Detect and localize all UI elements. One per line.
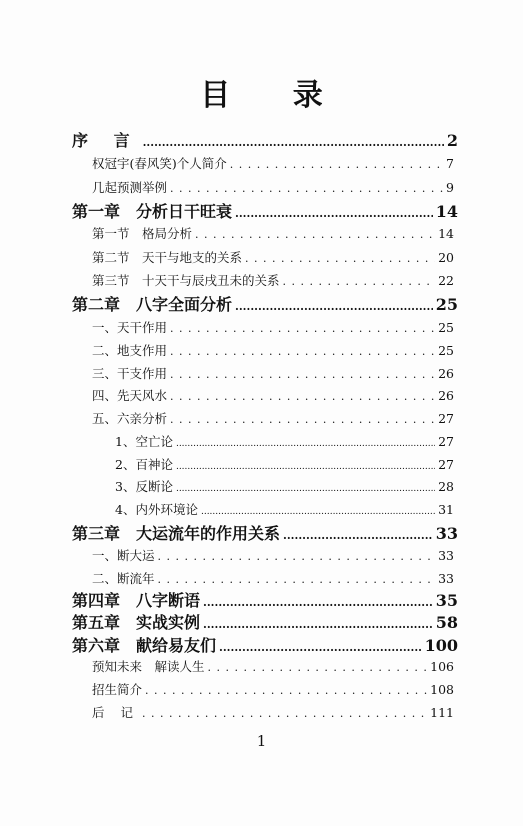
toc-entry-page: 22	[438, 273, 454, 288]
toc-entry-page: 20	[438, 250, 454, 265]
toc-entry-section-6-1[interactable]	[92, 657, 454, 675]
toc-entry-label: 第四章 八字断语	[72, 591, 201, 610]
toc-entry-label: 2、百神论	[115, 457, 173, 472]
toc-entry-page: 106	[430, 659, 454, 674]
toc-entry-page: 25	[435, 295, 458, 314]
toc-entry-chapter-5[interactable]	[72, 610, 458, 633]
toc-entry-label: 序 言	[72, 131, 140, 150]
toc-entry-subsection-4[interactable]	[115, 500, 454, 518]
toc-entry-label: 招生简介	[92, 682, 143, 697]
leader-dots	[195, 226, 435, 241]
leader-dots	[176, 434, 435, 449]
leader-dots	[203, 613, 433, 632]
leader-dots	[203, 591, 433, 610]
toc-entry-section-1-3[interactable]	[92, 271, 454, 289]
leader-dots	[158, 548, 436, 563]
toc-entry-label: 第三节 十天干与辰戌丑未的关系	[92, 273, 280, 288]
toc-entry-chapter-6[interactable]	[72, 633, 458, 656]
toc-entry-page: 35	[435, 591, 458, 610]
leader-dots	[201, 502, 435, 517]
toc-entry-subsection-1[interactable]	[115, 432, 454, 450]
toc-entry-page: 25	[438, 343, 454, 358]
toc-entry-label: 第三章 大运流年的作用关系	[72, 524, 281, 543]
toc-entry-page: 100	[424, 636, 458, 655]
toc-entry-page: 108	[430, 682, 454, 697]
leader-dots	[170, 366, 435, 381]
leader-dots	[208, 659, 428, 674]
toc-title: 目 录	[200, 78, 349, 113]
leader-dots	[235, 202, 433, 221]
toc-entry-page: 27	[438, 434, 454, 449]
leader-dots	[170, 320, 435, 335]
toc-entry-section-2-4[interactable]	[92, 386, 454, 404]
toc-entry-preface[interactable]	[72, 128, 458, 151]
toc-entry-chapter-2[interactable]	[72, 292, 458, 315]
toc-entry-label: 3、反断论	[115, 479, 173, 494]
toc-entry-page: 26	[438, 366, 454, 381]
toc-entry-label: 第二章 八字全面分析	[72, 295, 233, 314]
toc-entry-page: 27	[438, 457, 454, 472]
toc-entry-page: 9	[446, 180, 454, 195]
toc-entry-page: 2	[446, 131, 458, 150]
toc-entry-page: 33	[435, 524, 458, 543]
toc-entry-section-1-2[interactable]	[92, 248, 454, 266]
leader-dots	[143, 131, 444, 150]
toc-entry-section-1-1[interactable]	[92, 224, 454, 242]
toc-entry-label: 几起预测举例	[92, 180, 168, 195]
leader-dots	[245, 250, 435, 265]
leader-dots	[170, 180, 443, 195]
leader-dots	[219, 636, 422, 655]
toc-entry-afterword[interactable]	[92, 703, 454, 721]
toc-entry-label: 第一章 分析日干旺衰	[72, 202, 233, 221]
toc-entry-label: 权冠宇(春风笑)个人简介	[92, 156, 227, 171]
leader-dots	[158, 571, 436, 586]
toc-entry-page: 58	[435, 613, 458, 632]
toc-entry-label: 四、先天风水	[92, 388, 168, 403]
leader-dots	[170, 411, 435, 426]
leader-dots	[235, 295, 433, 314]
toc-entry-label: 三、干支作用	[92, 366, 168, 381]
toc-entry-label: 第五章 实战实例	[72, 613, 201, 632]
toc-entry-page: 33	[438, 548, 454, 563]
toc-entry-page: 27	[438, 411, 454, 426]
toc-entry-examples[interactable]	[92, 178, 454, 196]
leader-dots	[142, 705, 427, 720]
toc-entry-subsection-3[interactable]	[115, 477, 454, 495]
toc-entry-section-2-5[interactable]	[92, 409, 454, 427]
toc-entry-section-2-3[interactable]	[92, 364, 454, 382]
toc-entry-page: 31	[438, 502, 454, 517]
toc-entry-section-3-2[interactable]	[92, 569, 454, 587]
toc-entry-page: 14	[435, 202, 458, 221]
toc-entry-page: 28	[438, 479, 454, 494]
toc-entry-page: 33	[438, 571, 454, 586]
toc-entry-author-bio[interactable]	[92, 154, 454, 172]
toc-entry-page: 26	[438, 388, 454, 403]
leader-dots	[170, 343, 435, 358]
leader-dots	[283, 273, 436, 288]
toc-entry-label: 1、空亡论	[115, 434, 173, 449]
toc-entry-label: 一、断大运	[92, 548, 155, 563]
toc-entry-label: 4、内外环境论	[115, 502, 198, 517]
toc-entry-chapter-4[interactable]	[72, 588, 458, 611]
toc-entry-page: 14	[438, 226, 454, 241]
toc-entry-section-3-1[interactable]	[92, 546, 454, 564]
leader-dots	[283, 524, 433, 543]
toc-entry-label: 第二节 天干与地支的关系	[92, 250, 243, 265]
toc-entry-page: 7	[446, 156, 454, 171]
leader-dots	[170, 388, 435, 403]
toc-entry-label: 五、六亲分析	[92, 411, 168, 426]
toc-entry-section-6-2[interactable]	[92, 680, 454, 698]
leader-dots	[176, 457, 435, 472]
toc-entry-label: 第六章 献给易友们	[72, 636, 217, 655]
toc-entry-section-2-2[interactable]	[92, 341, 454, 359]
toc-entry-label: 后 记	[92, 705, 139, 720]
page-number: 1	[256, 732, 267, 750]
toc-entry-page: 25	[438, 320, 454, 335]
toc-entry-label: 第一节 格局分析	[92, 226, 193, 241]
toc-entry-label: 二、断流年	[92, 571, 155, 586]
toc-entry-subsection-2[interactable]	[115, 455, 454, 473]
toc-entry-label: 一、天干作用	[92, 320, 168, 335]
toc-entry-chapter-1[interactable]	[72, 199, 458, 222]
leader-dots	[176, 479, 435, 494]
toc-entry-section-2-1[interactable]	[92, 318, 454, 336]
leader-dots	[230, 156, 443, 171]
toc-entry-page: 111	[430, 705, 454, 720]
toc-entry-chapter-3[interactable]	[72, 521, 458, 544]
leader-dots	[145, 682, 427, 697]
toc-entry-label: 二、地支作用	[92, 343, 168, 358]
toc-entry-label: 预知未来 解读人生	[92, 659, 205, 674]
